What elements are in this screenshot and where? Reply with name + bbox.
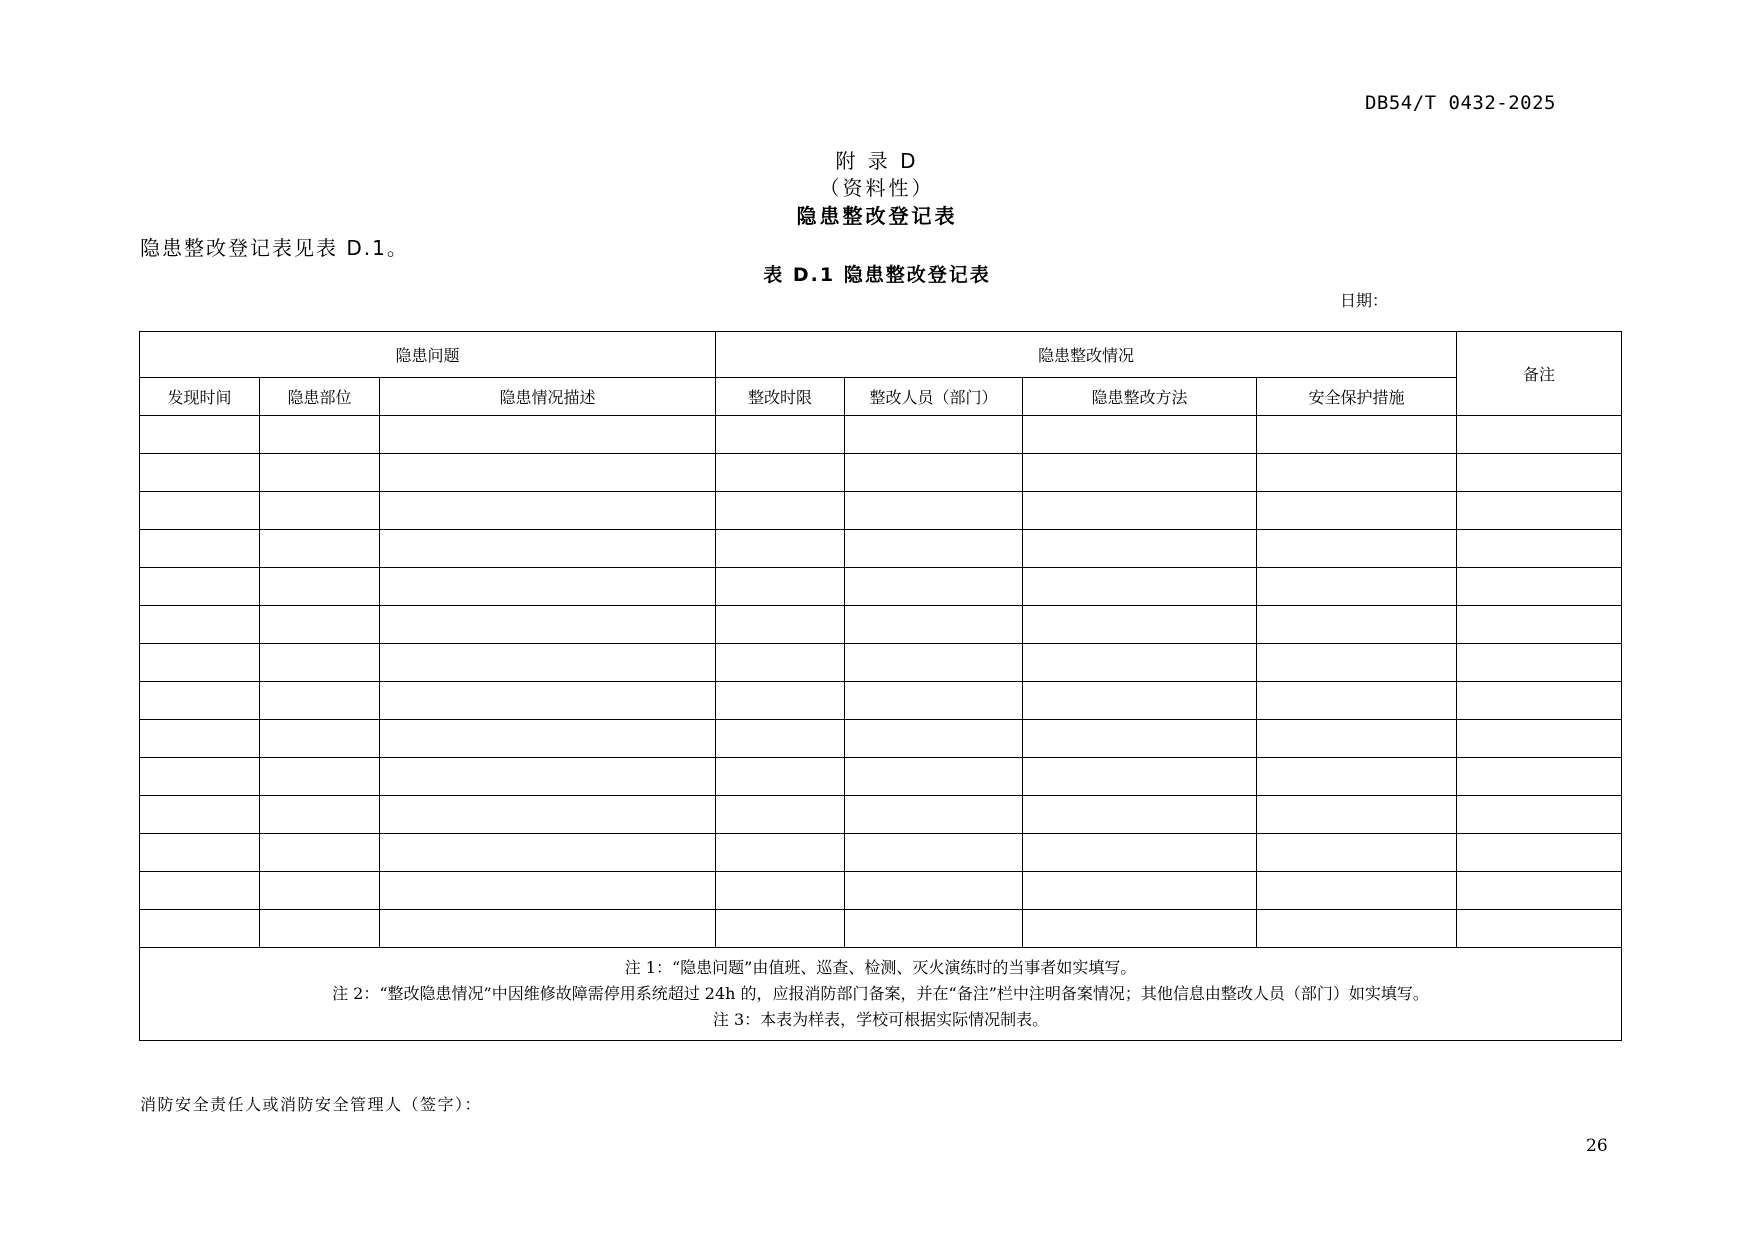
table-cell — [716, 530, 845, 568]
table-cell — [845, 834, 1023, 872]
appendix-title: 附 录 D — [835, 149, 919, 173]
table-cell — [1457, 910, 1622, 948]
table-cell — [1457, 530, 1622, 568]
table-cell — [1257, 454, 1457, 492]
table-cell — [380, 758, 716, 796]
table-cell — [1257, 796, 1457, 834]
table-cell — [260, 416, 380, 454]
table-cell — [1457, 682, 1622, 720]
table-cell — [380, 606, 716, 644]
table-row — [140, 758, 1622, 796]
table-cell — [260, 910, 380, 948]
table-cell — [1023, 530, 1257, 568]
table-cell — [716, 606, 845, 644]
table-cell — [260, 530, 380, 568]
table-cell — [1257, 530, 1457, 568]
table-cell — [140, 492, 260, 530]
table-cell — [716, 910, 845, 948]
table-cell — [1023, 568, 1257, 606]
table-cell — [140, 720, 260, 758]
table-cell — [716, 720, 845, 758]
table-row — [140, 454, 1622, 492]
table-cell — [1457, 644, 1622, 682]
table-cell — [845, 682, 1023, 720]
table-cell — [380, 796, 716, 834]
table-cell — [140, 910, 260, 948]
table-cell — [1257, 910, 1457, 948]
table-cell — [1023, 454, 1257, 492]
table-cell — [260, 568, 380, 606]
table-cell — [716, 834, 845, 872]
table-cell — [845, 606, 1023, 644]
table-cell — [140, 834, 260, 872]
table-cell — [845, 758, 1023, 796]
table-cell — [1257, 606, 1457, 644]
table-cell — [380, 530, 716, 568]
table-cell — [380, 454, 716, 492]
table-row — [140, 492, 1622, 530]
table-cell — [140, 568, 260, 606]
table-cell — [1457, 872, 1622, 910]
column-header: 整改时限 — [716, 378, 845, 416]
table-cell — [1457, 834, 1622, 872]
table-row — [140, 568, 1622, 606]
table-cell — [260, 796, 380, 834]
notes-row — [140, 948, 1622, 1041]
column-header: 发现时间 — [140, 378, 260, 416]
table-cell — [1023, 492, 1257, 530]
table-cell — [1457, 454, 1622, 492]
table-cell — [380, 872, 716, 910]
column-header: 隐患部位 — [260, 378, 380, 416]
column-header: 隐患情况描述 — [380, 378, 716, 416]
table-cell — [845, 872, 1023, 910]
table-cell — [845, 454, 1023, 492]
table-cell — [716, 682, 845, 720]
table-row — [140, 834, 1622, 872]
table-cell — [260, 834, 380, 872]
table-row — [140, 416, 1622, 454]
table-cell — [1023, 910, 1257, 948]
note-1: 注 1：“隐患问题”由值班、巡查、检测、灭火演练时的当事者如实填写。 — [624, 958, 1137, 977]
table-row — [140, 872, 1622, 910]
table-cell — [845, 568, 1023, 606]
column-header-row — [140, 378, 1622, 416]
table-cell — [1457, 568, 1622, 606]
table-cell — [140, 454, 260, 492]
table-cell — [380, 492, 716, 530]
column-header-remarks: 备注 — [1457, 332, 1622, 416]
table-cell — [1257, 644, 1457, 682]
group-header-row — [140, 332, 1622, 378]
column-header: 安全保护措施 — [1257, 378, 1457, 416]
table-cell — [716, 454, 845, 492]
table-cell — [140, 530, 260, 568]
group-header-problem: 隐患问题 — [140, 332, 716, 378]
table-cell — [716, 796, 845, 834]
table-cell — [1457, 720, 1622, 758]
intro-text: 隐患整改登记表见表 D.1。 — [140, 236, 409, 260]
table-cell — [1257, 568, 1457, 606]
note-2: 注 2：“整改隐患情况”中因维修故障需停用系统超过 24h 的，应报消防部门备案，并在“备注”栏中注明备案情况；其他信息由整改人员（部门）如实填写。 — [332, 984, 1429, 1003]
table-cell — [140, 644, 260, 682]
appendix-name: 隐患整改登记表 — [796, 204, 958, 228]
table-cell — [845, 720, 1023, 758]
table-cell — [1257, 872, 1457, 910]
table-cell — [716, 568, 845, 606]
table-cell — [845, 530, 1023, 568]
table-cell — [1257, 492, 1457, 530]
table-cell — [1457, 606, 1622, 644]
table-cell — [140, 872, 260, 910]
table-cell — [380, 644, 716, 682]
table-cell — [1457, 796, 1622, 834]
table-row — [140, 720, 1622, 758]
table-cell — [1023, 720, 1257, 758]
column-header: 整改人员（部门） — [845, 378, 1023, 416]
table-cell — [260, 720, 380, 758]
table-cell — [260, 644, 380, 682]
table-cell — [140, 682, 260, 720]
column-header: 隐患整改方法 — [1023, 378, 1257, 416]
table-cell — [1257, 834, 1457, 872]
table-cell — [1023, 682, 1257, 720]
table-cell — [140, 416, 260, 454]
table-cell — [380, 910, 716, 948]
page-number: 26 — [1586, 1136, 1608, 1156]
table-cell — [260, 606, 380, 644]
table-cell — [1023, 796, 1257, 834]
table-cell — [1023, 834, 1257, 872]
note-3: 注 3：本表为样表，学校可根据实际情况制表。 — [712, 1010, 1049, 1029]
table-cell — [380, 720, 716, 758]
table-row — [140, 530, 1622, 568]
table-cell — [716, 492, 845, 530]
table-cell — [380, 834, 716, 872]
group-header-rectification: 隐患整改情况 — [716, 332, 1457, 378]
table-cell — [716, 758, 845, 796]
appendix-nature: （资料性） — [819, 176, 935, 200]
table-cell — [845, 416, 1023, 454]
table-cell — [1257, 720, 1457, 758]
table-cell — [1023, 872, 1257, 910]
table-cell — [845, 644, 1023, 682]
table-cell — [1257, 758, 1457, 796]
table-cell — [380, 568, 716, 606]
table-cell — [380, 682, 716, 720]
table-cell — [1457, 416, 1622, 454]
table-notes — [140, 948, 1622, 1041]
table-cell — [260, 492, 380, 530]
table-cell — [140, 758, 260, 796]
table-row — [140, 606, 1622, 644]
table-cell — [716, 644, 845, 682]
table-cell — [260, 872, 380, 910]
signature-label: 消防安全责任人或消防安全管理人（签字）： — [140, 1095, 483, 1114]
table-cell — [260, 454, 380, 492]
table-cell — [716, 416, 845, 454]
table-cell — [1457, 492, 1622, 530]
table-cell — [140, 796, 260, 834]
table-cell — [1257, 682, 1457, 720]
table-cell — [380, 416, 716, 454]
table-title: 表 D.1 隐患整改登记表 — [763, 264, 991, 286]
table-cell — [716, 872, 845, 910]
register-table — [139, 331, 1622, 1041]
table-row — [140, 644, 1622, 682]
table-row — [140, 682, 1622, 720]
table-cell — [845, 910, 1023, 948]
table-cell — [1023, 758, 1257, 796]
table-cell — [845, 492, 1023, 530]
table-cell — [845, 796, 1023, 834]
table-cell — [1023, 416, 1257, 454]
table-row — [140, 796, 1622, 834]
table-cell — [1457, 758, 1622, 796]
table-cell — [260, 682, 380, 720]
table-cell — [1023, 606, 1257, 644]
standard-code: DB54/T 0432-2025 — [1364, 92, 1556, 114]
date-label: 日期： — [1340, 291, 1389, 310]
table-cell — [1257, 416, 1457, 454]
table-row — [140, 910, 1622, 948]
table-cell — [260, 758, 380, 796]
table-cell — [1023, 644, 1257, 682]
table-cell — [140, 606, 260, 644]
